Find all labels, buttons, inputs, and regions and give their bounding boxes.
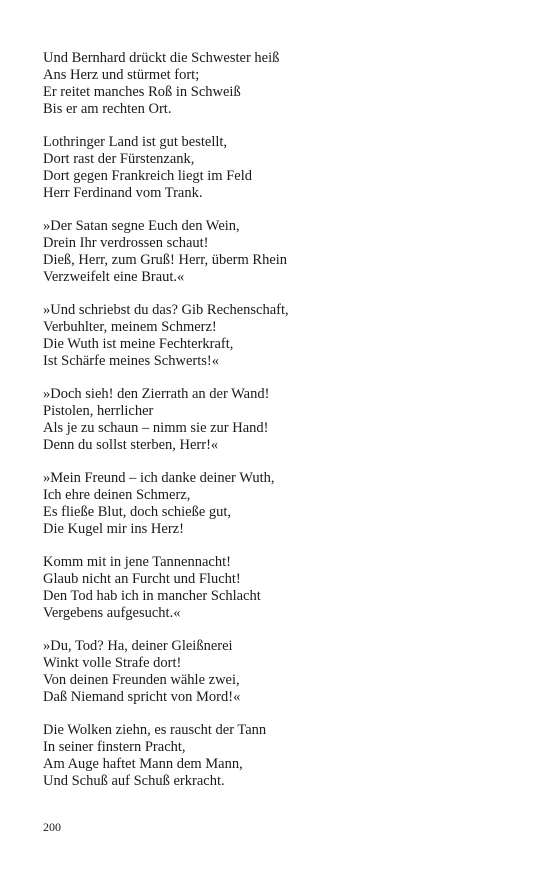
- verse-line: Den Tod hab ich in mancher Schlacht: [43, 588, 261, 604]
- verse-line: Bis er am rechten Ort.: [43, 101, 172, 117]
- verse-line: »Und schriebst du das? Gib Rechenschaft,: [43, 302, 289, 318]
- verse-line: Daß Niemand spricht von Mord!«: [43, 689, 241, 705]
- page-number: 200: [43, 820, 61, 834]
- stanza: [43, 386, 513, 454]
- stanza: [43, 638, 513, 706]
- verse-line: »Der Satan segne Euch den Wein,: [43, 218, 240, 234]
- verse-line: Ist Schärfe meines Schwerts!«: [43, 353, 219, 369]
- verse-line: Lothringer Land ist gut bestellt,: [43, 134, 228, 150]
- stanza: [43, 722, 513, 790]
- verse-line: Von deinen Freunden wähle zwei,: [43, 672, 240, 688]
- verse-line: Die Wolken ziehn, es rauscht der Tann: [43, 722, 267, 738]
- verse-line: Glaub nicht an Furcht und Flucht!: [43, 571, 241, 587]
- verse-line: In seiner finstern Pracht,: [43, 739, 186, 755]
- verse-line: Komm mit in jene Tannennacht!: [43, 554, 231, 570]
- verse-line: Herr Ferdinand vom Trank.: [43, 185, 203, 201]
- verse-line: Als je zu schaun – nimm sie zur Hand!: [43, 420, 269, 436]
- stanza: [43, 470, 513, 538]
- verse-line: Verzweifelt eine Braut.«: [43, 269, 185, 285]
- verse-line: Winkt volle Strafe dort!: [43, 655, 182, 671]
- verse-line: »Mein Freund – ich danke deiner Wuth,: [43, 470, 275, 486]
- verse-line: Dort gegen Frankreich liegt im Feld: [43, 168, 252, 184]
- verse-line: Vergebens aufgesucht.«: [43, 605, 181, 621]
- verse-line: Und Schuß auf Schuß erkracht.: [43, 773, 225, 789]
- verse-line: »Du, Tod? Ha, deiner Gleißnerei: [43, 638, 233, 654]
- verse-line: Denn du sollst sterben, Herr!«: [43, 437, 219, 453]
- verse-line: Die Kugel mir ins Herz!: [43, 521, 184, 537]
- verse-line: Pistolen, herrlicher: [43, 403, 154, 419]
- verse-line: Er reitet manches Roß in Schweiß: [43, 84, 241, 100]
- stanza: [43, 50, 513, 118]
- verse-line: Die Wuth ist meine Fechterkraft,: [43, 336, 234, 352]
- stanza: [43, 218, 513, 286]
- stanza: [43, 554, 513, 622]
- verse-line: Verbuhlter, meinem Schmerz!: [43, 319, 217, 335]
- verse-line: Am Auge haftet Mann dem Mann,: [43, 756, 243, 772]
- verse-line: Dort rast der Fürstenzank,: [43, 151, 195, 167]
- poem-body: [43, 50, 513, 806]
- verse-line: Drein Ihr verdrossen schaut!: [43, 235, 209, 251]
- stanza: [43, 134, 513, 202]
- verse-line: Es fließe Blut, doch schieße gut,: [43, 504, 232, 520]
- verse-line: »Doch sieh! den Zierrath an der Wand!: [43, 386, 270, 402]
- stanza: [43, 302, 513, 370]
- verse-line: Und Bernhard drückt die Schwester heiß: [43, 50, 280, 66]
- verse-line: Ich ehre deinen Schmerz,: [43, 487, 191, 503]
- verse-line: Ans Herz und stürmet fort;: [43, 67, 200, 83]
- verse-line: Dieß, Herr, zum Gruß! Herr, überm Rhein: [43, 252, 288, 268]
